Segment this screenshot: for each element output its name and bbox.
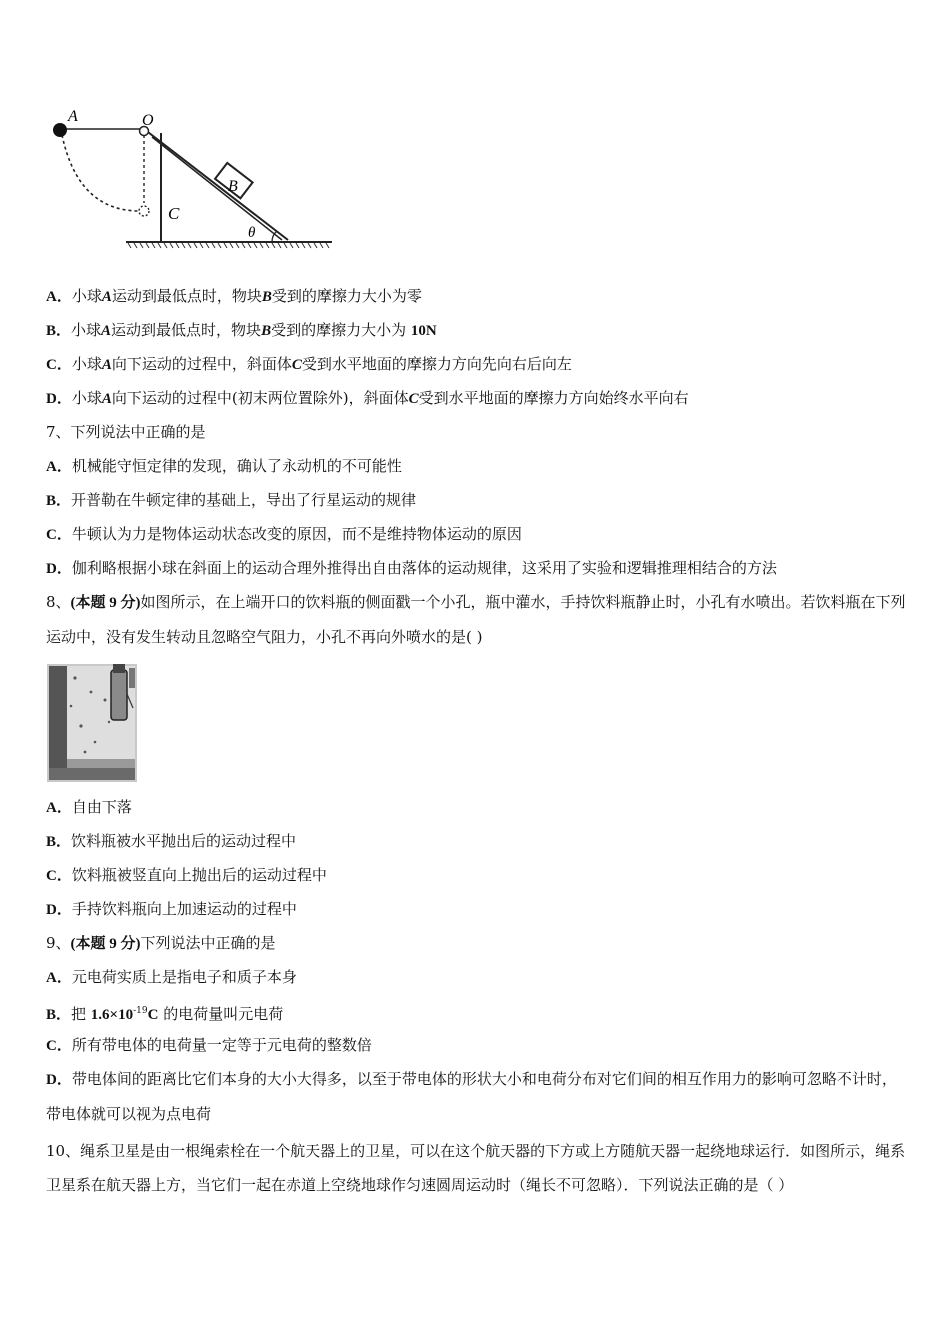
option-text: 小球 xyxy=(71,389,102,407)
label-a: A xyxy=(68,108,78,125)
incline-slope-inner xyxy=(152,137,282,240)
variable: C xyxy=(291,357,302,373)
q6-option-a xyxy=(46,286,422,307)
option-text: 的电荷量叫元电荷 xyxy=(158,1005,284,1023)
q8-option-a xyxy=(46,797,132,818)
q8-option-c xyxy=(46,865,327,886)
q8-stem xyxy=(46,585,906,654)
option-text: 小球 xyxy=(71,321,102,339)
option-text: 向下运动的过程中，斜面体 xyxy=(111,355,292,373)
q7-option-a xyxy=(46,456,402,477)
option-text: 小球 xyxy=(71,287,102,305)
option-text: 牛顿认为力是物体运动状态改变的原因，而不是维持物体运动的原因 xyxy=(71,525,522,543)
option-letter: A． xyxy=(46,289,72,305)
option-letter: A． xyxy=(46,459,72,475)
variable: B xyxy=(261,289,272,305)
option-letter: C． xyxy=(46,357,72,373)
q9-option-b xyxy=(46,1001,283,1025)
option-letter: C． xyxy=(46,527,72,543)
option-letter: A． xyxy=(46,970,72,986)
value: 10N xyxy=(410,323,437,339)
option-text: 元电荷实质上是指电子和质子本身 xyxy=(71,968,297,986)
variable: C xyxy=(408,391,419,407)
q9-option-c xyxy=(46,1035,372,1056)
option-text: 小球 xyxy=(71,355,102,373)
variable: A xyxy=(101,323,112,339)
option-letter: D． xyxy=(46,561,72,577)
q10-stem: 10、绳系卫星是由一根绳索栓在一个航天器上的卫星，可以在这个航天器的下方或上方随航天器一起绕地球运行．如图所示，绳系卫星系在航天器上方，当它们一起在赤道上空绕地球作匀速圆周运动时（绳长不可忽略）．下列说法正确的是（ ） xyxy=(46,1142,906,1194)
option-text: 开普勒在牛顿定律的基础上，导出了行星运动的规律 xyxy=(71,491,417,509)
option-text: 向下运动的过程中(初末两位置除外)，斜面体 xyxy=(111,389,409,407)
label-c: C xyxy=(168,204,180,223)
option-text: 手持饮料瓶向上加速运动的过程中 xyxy=(71,900,297,918)
option-text: 自由下落 xyxy=(71,798,132,816)
ball-path-dotted xyxy=(62,135,138,211)
option-text: 受到的摩擦力大小为 xyxy=(271,321,411,339)
bottle-photo xyxy=(47,664,137,782)
q6-option-d xyxy=(46,388,689,409)
q9-option-d xyxy=(46,1062,906,1131)
option-text: 带电体间的距离比它们本身的大小大得多，以至于带电体的形状大小和电荷分布对它们间的相互作用力的影响可忽略不计时，带电体就可以视为点电荷 xyxy=(46,1070,897,1123)
q6-option-b xyxy=(46,320,437,341)
charge-mantissa: 1.6×10 xyxy=(90,1007,134,1023)
variable: B xyxy=(261,323,272,339)
variable: A xyxy=(101,289,112,305)
option-text: 所有带电体的电荷量一定等于元电荷的整数倍 xyxy=(71,1036,372,1054)
option-letter: D． xyxy=(46,391,72,407)
q8-option-d xyxy=(46,899,297,920)
option-text: 伽利略根据小球在斜面上的运动合理外推得出自由落体的运动规律，这采用了实验和逻辑推理相结合的方法 xyxy=(71,559,777,577)
option-text: 运动到最低点时，物块 xyxy=(111,287,262,305)
q6-option-c xyxy=(46,354,572,375)
variable: A xyxy=(101,357,112,373)
charge-exponent: -19 xyxy=(133,1006,148,1016)
question-score: (本题 9 分) xyxy=(70,595,141,611)
label-theta: θ xyxy=(248,225,256,241)
option-letter: B． xyxy=(46,493,72,509)
q9-stem xyxy=(46,933,276,954)
question-text: 如图所示，在上端开口的饮料瓶的侧面戳一个小孔，瓶中灌水，手持饮料瓶静止时，小孔有水喷出。若饮料瓶在下列运动中，没有发生转动且忽略空气阻力，小孔不再向外喷水的是( ) xyxy=(46,593,906,646)
option-text: 受到的摩擦力大小为零 xyxy=(271,287,422,305)
option-letter: B． xyxy=(46,1007,72,1023)
option-letter: A． xyxy=(46,800,72,816)
option-text: 把 xyxy=(71,1005,91,1023)
option-text: 运动到最低点时，物块 xyxy=(111,321,262,339)
ground-hatching xyxy=(128,243,329,248)
question-number: 8、 xyxy=(46,593,71,611)
ball-lowest-position xyxy=(139,206,149,216)
option-letter: B． xyxy=(46,834,72,850)
q7-stem: 7、下列说法中正确的是 xyxy=(46,423,206,441)
question-text: 下列说法中正确的是 xyxy=(140,934,276,952)
option-text: 受到水平地面的摩擦力方向始终水平向右 xyxy=(418,389,689,407)
label-b: B xyxy=(228,178,238,195)
variable: A xyxy=(101,391,112,407)
option-letter: C． xyxy=(46,1038,72,1054)
q9-option-a xyxy=(46,967,297,988)
q7-option-b xyxy=(46,490,416,511)
option-letter: B． xyxy=(46,323,72,339)
question-number: 9、 xyxy=(46,934,71,952)
q7-option-d xyxy=(46,558,777,579)
option-text: 饮料瓶被竖直向上抛出后的运动过程中 xyxy=(71,866,327,884)
option-text: 受到水平地面的摩擦力方向先向右后向左 xyxy=(301,355,572,373)
pendulum-incline-figure xyxy=(48,105,338,255)
question-score: (本题 9 分) xyxy=(70,936,141,952)
q8-option-b xyxy=(46,831,296,852)
option-text: 饮料瓶被水平抛出后的运动过程中 xyxy=(71,832,297,850)
charge-unit: C xyxy=(147,1007,159,1023)
q7-option-c xyxy=(46,524,522,545)
option-letter: D． xyxy=(46,902,72,918)
label-o: O xyxy=(142,112,154,129)
option-letter: D． xyxy=(46,1072,72,1088)
option-letter: C． xyxy=(46,868,72,884)
incline-slope xyxy=(144,129,288,240)
ball-a xyxy=(53,123,67,137)
option-text: 机械能守恒定律的发现，确认了永动机的不可能性 xyxy=(71,457,402,475)
